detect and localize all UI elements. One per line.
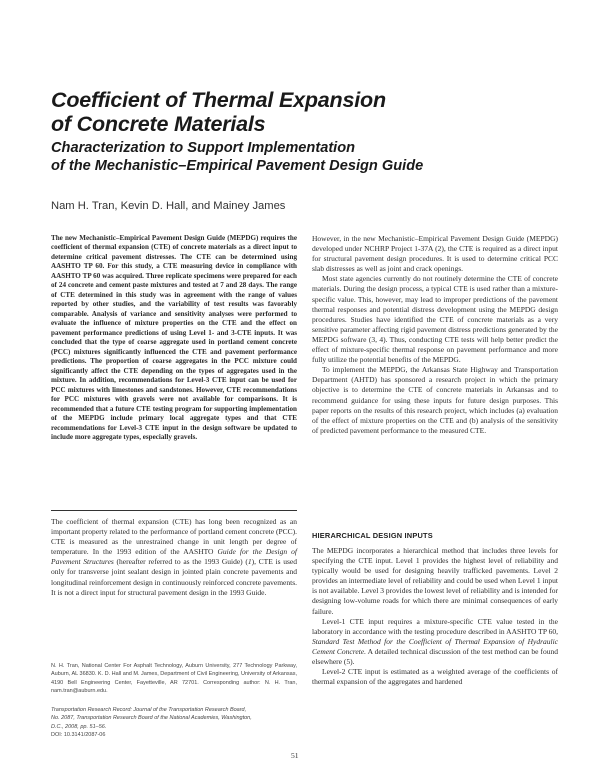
- section-paragraph-1: The MEPDG incorporates a hierarchical method that includes three levels for specifying the CTE input. Level 1 provides the highest level of reliability and typically would be used for designing heavily trafficked pavements. Level 2 provides an intermediate level of reliability and could be used when Level 1 input is not available. Level 3 provides the lowest level of reliability and is intended for designing low-volume roads for which there are minimal consequences of early failure.: [312, 546, 558, 616]
- abstract: The new Mechanistic–Empirical Pavement Design Guide (MEPDG) requires the coefficient of thermal expansion (CTE) of concrete materials as a direct input to determine critical pavement distresses. The CTE can be determined using AASHTO TP 60. For this study, a CTE measuring device in compliance with AASHTO TP 60 was acquired. Three replicate specimens were prepared for each of 24 concrete and cement paste mixtures and tested at 7 and 28 days. The range of CTE determined in this study was in agreement with the range of values reported by other studies, and the variability of test results was favorably comparable. Analysis of variance and sensitivity analyses were performed to evaluate the influence of mixture properties on the CTE and the effect on pavement performance predictions of using Level 1- and 3-CTE inputs. It was concluded that the type of coarse aggregate used in portland cement concrete (PCC) mixtures significantly influenced the CTE and pavement performance predictions. The proportion of coarse aggregates in the PCC mixture could significantly affect the CTE depending on the types of aggregates used in the mixture. In addition, recommendations for Level-3 CTE input can be used for PCC mixtures with limestones and sandstones. However, CTE recommendations for PCC mixtures with gravels were not available for comparisons. It is recommended that a future CTE testing program for supporting implementation of the MEPDG include primary local aggregate types and that CTE recommendations for Level-3 CTE input in the design software be updated to include more aggregate types, especially gravels.: [51, 234, 297, 442]
- right-paragraph-1: However, in the new Mechanistic–Empirical Pavement Design Guide (MEPDG) developed under NCHRP Project 1-37A (2), the CTE is required as a direct input for structural pavement design procedures. It is used to determine critical PCC slab distresses as well as joint and crack openings.: [312, 234, 558, 274]
- article-subtitle: [51, 139, 571, 175]
- citation-line-2: No. 2087, Transportation Research Board of the National Academies, Washington,: [51, 715, 252, 722]
- intro-text-2: (hereafter referred to as the 1993 Guide) (: [113, 557, 248, 567]
- abstract-divider: [51, 510, 297, 511]
- citation-line-1: Transportation Research Record: Journal of the Transportation Research Board,: [51, 707, 247, 713]
- right-paragraph-2: Most state agencies currently do not routinely determine the CTE of concrete materials. During the design process, a typical CTE is used rather than a mixture-specific value. This, however, may lead to improper predictions of the pavement thermal responses and potential distress development using the MEPDG design procedures. Studies have identified the CTE of concrete materials as a very sensitive parameter affecting rigid pavement distress predictions generated by the MEPDG software (3, 4). Thus, conducting CTE tests will help better predict the effect of mixture-specific thermal response on pavement performance and more fully utilize the potential benefits of the MEPDG.: [312, 274, 558, 365]
- section-body: [312, 546, 558, 687]
- right-column-intro: [312, 234, 558, 436]
- subtitle-line-2: of the Mechanistic–Empirical Pavement Design Guide: [51, 158, 424, 174]
- intro-guide-title: Guide for the Design of Pavement Structures: [51, 547, 297, 567]
- citation-line-3: D.C., 2008, pp. 51–56.: [51, 723, 107, 730]
- journal-citation-footnote: [51, 706, 297, 740]
- intro-text-1: The coefficient of thermal expansion (CTE) has long been recognized as an important property related to the performance of portland cement concrete (PCC). CTE is measured as the unrestrained change in unit length per degree of temperature. In the 1993 edition of the AASHTO: [51, 517, 297, 557]
- section-p2-text-2: A detailed technical discussion of the test method can be found elsewhere (5).: [312, 646, 559, 667]
- section-paragraph-2: [312, 617, 558, 667]
- page-number: 51: [291, 751, 299, 760]
- intro-text-3: ), CTE is used only for transverse joint sealant design in jointed plain concrete pavements and longitudinal reinforcement design in continuously reinforced concrete pavements. It is not a direct input for structural pavement design in the 1993 Guide.: [51, 557, 297, 597]
- subtitle-line-1: Characterization to Support Implementation: [51, 140, 356, 156]
- citation-doi: DOI: 10.3141/2087-06: [51, 732, 106, 739]
- section-paragraph-3: Level-2 CTE input is estimated as a weighted average of the coefficients of thermal expansion of the aggregates and hardened: [312, 667, 558, 687]
- title-line-2: of Concrete Materials: [51, 112, 266, 136]
- section-heading: HIERARCHICAL DESIGN INPUTS: [312, 531, 433, 540]
- article-title: [51, 88, 571, 136]
- section-p2-text-1: Level-1 CTE input requires a mixture-specific CTE value tested in the laboratory in accordance with the testing procedure described in AASHTO TP 60,: [312, 616, 558, 636]
- intro-ref-1: 1: [247, 557, 252, 567]
- section-p2-standard-title: Standard Test Method for the Coefficient of Thermal Expansion of Hydraulic Cement Concrete.: [312, 636, 558, 656]
- introduction-paragraph: [51, 517, 297, 598]
- author-affiliation-footnote: N. H. Tran, National Center For Asphalt Technology, Auburn University, 277 Technology Parkway, Auburn, AL 36830. K. D. Hall and M. James, Department of Civil Engineering, University of Arkansas, 4190 Bell Engineering Center, Fayetteville, AR 72701. Corresponding author: N. H. Tran, nam.tran@auburn.edu.: [51, 663, 297, 695]
- right-paragraph-3: To implement the MEPDG, the Arkansas State Highway and Transportation Department (AHTD) has sponsored a research project in which the primary objective is to determine the CTE of concrete materials in Arkansas and to recommend guidance for using these inputs for future design purposes. This paper reports on the results of this research project, which includes (a) evaluation of the effect of mixture properties on the CTE and (b) analysis of the sensitivity of predicted pavement performance to the measured CTE.: [312, 365, 558, 435]
- author-list: Nam H. Tran, Kevin D. Hall, and Mainey James: [51, 200, 286, 212]
- title-line-1: Coefficient of Thermal Expansion: [51, 88, 386, 112]
